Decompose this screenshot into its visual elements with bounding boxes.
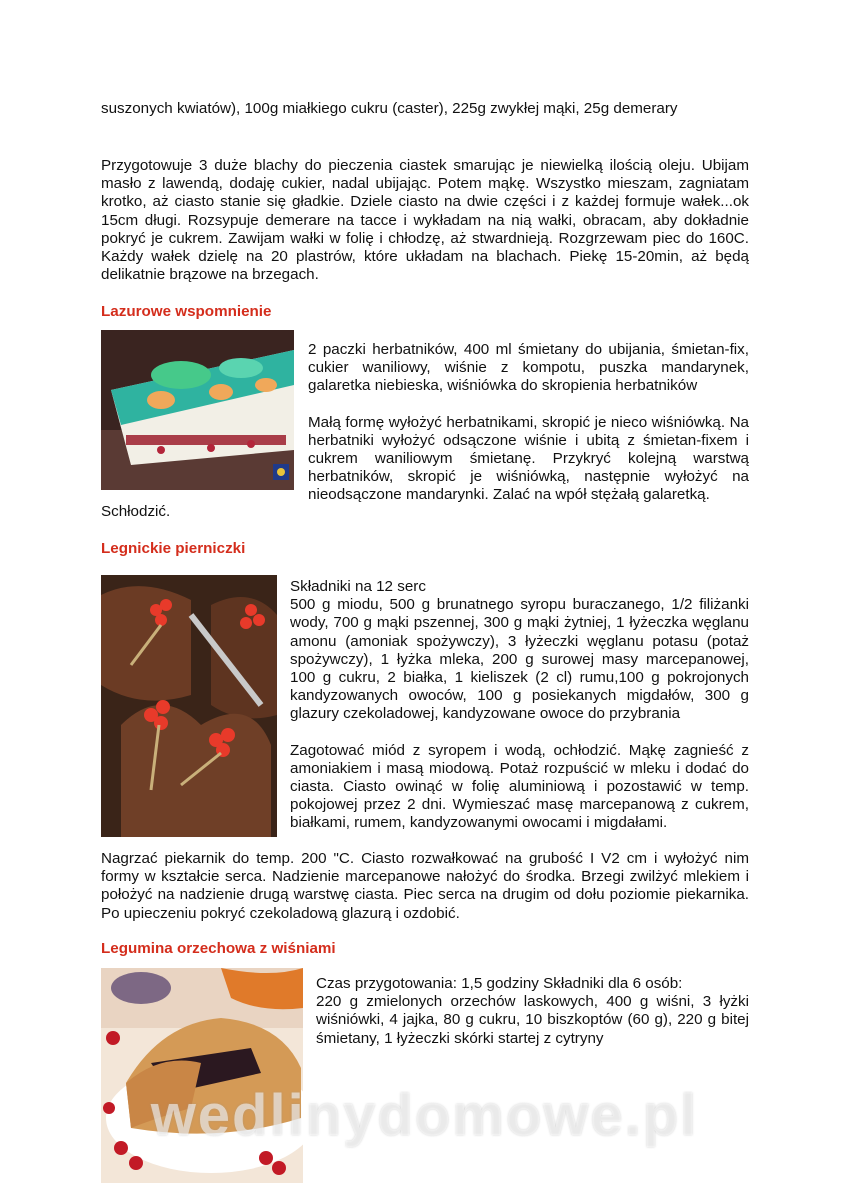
recipe-1-tail: Schłodzić. <box>101 503 171 520</box>
recipe-3-ingredients: 220 g zmielonych orzechów laskowych, 400 g wiśni, 3 łyżki wiśniówki, 4 jajka, 80 g cukru, 10 biszkoptów (60 g), 220 g bitej śmietany, 1 łyżeczki skórki startej z cytryny <box>316 993 749 1047</box>
recipe-2-method: Zagotować miód z syropem i wodą, ochłodzić. Mąkę zagnieść z amoniakiem i masą miodową. Potaż rozpuścić w mleku i dodać do ciasta. Ciasto owinąć w folię aluminiową i pozostawić w temp. pokojowej przez 2 dni. Wymieszać masę marcepanową z cukrem, białkami, rumem, kandyzowanymi owocami i migdałami. <box>290 741 749 832</box>
recipe-2-servings: Składniki na 12 serc <box>290 578 426 595</box>
recipe-2-ingredients: 500 g miodu, 500 g brunatnego syropu buraczanego, 1/2 filiżanki wody, 700 g mąki pszennej, 300 g mąki żytniej, 1 łyżeczka węglanu amonu (amoniak spożywczy), 3 łyżeczki węglanu potasu (potaż spożywczy), 1 łyżka mleka, 200 g surowej masy marcepanowej, 100 g cukru, 2 białka, 1 kieliszek (2 cl) rumu,100 g pokrojonych kandyzowanych owoców, 100 g posiekanych migdałów, 300 g glazury czekoladowej, kandyzowane owoce do przybrania <box>290 596 749 723</box>
recipe-title-legnickie: Legnickie pierniczki <box>101 540 246 557</box>
intro-ingredients-line: suszonych kwiatów), 100g miałkiego cukru (caster), 225g zwykłej mąki, 25g demerary <box>101 100 678 117</box>
nut-cake-photo <box>101 968 303 1183</box>
jelly-cake-photo <box>101 330 294 490</box>
document-page <box>101 0 749 1200</box>
recipe-3-servings: Czas przygotowania: 1,5 godziny Składniki dla 6 osób: <box>316 975 683 992</box>
recipe-1-method: Małą formę wyłożyć herbatnikami, skropić je nieco wiśniówką. Na herbatniki wyłożyć odsączone wiśnie i ubitą z śmietan-fixem i cukrem waniliowym śmietanę. Przykryć kolejną warstwą herbatników, skropić je wiśniówką, następnie wyłożyć na nieodsączone mandarynki. Zalać na wpół stężałą galaretką. <box>308 413 749 504</box>
recipe-2-tail: Nagrzać piekarnik do temp. 200 "C. Ciasto rozwałkować na grubość I V2 cm i wyłożyć nim formy w kształcie serca. Nadzienie marcepanowe nałożyć do środka. Brzegi zwilżyć mlekiem i położyć na nadzienie drugą warstwę ciasta. Piec serca na drugim od dołu poziomie piekarnika. Po upieczeniu pokryć czekoladową glazurą i ozdobić. <box>101 850 749 922</box>
recipe-title-legumina: Legumina orzechowa z wiśniami <box>101 940 336 957</box>
gingerbread-hearts-photo <box>101 575 277 837</box>
watermark: wedlinydomowe.pl <box>150 1083 699 1148</box>
recipe-title-lazurowe: Lazurowe wspomnienie <box>101 303 272 320</box>
intro-method-paragraph: Przygotowuje 3 duże blachy do pieczenia ciastek smarując je niewielką ilością oleju. Ubijam masło z lawendą, dodaję cukier, nadal ubijając. Potem mąkę. Wszystko mieszam, zagniatam krotko, aż ciasto stanie się gładkie. Dziele ciasto na dwie części i z każdej formuje wałek...ok 15cm długi. Rozsypuje demerare na tacce i wykładam na nią wałki, obracam, aby dokładnie pokryć je cukrem. Zawijam wałki w folię i chłodzę, aż stwardnieją. Rozgrzewam piec do 160C. Każdy wałek dzielę na 20 plastrów, które układam na blachach. Piekę 15-20min, aż będą delikatnie brązowe na brzegach. <box>101 157 749 284</box>
recipe-1-ingredients: 2 paczki herbatników, 400 ml śmietany do ubijania, śmietan-fix, cukier waniliowy, wiśnie z kompotu, puszka mandarynek, galaretka niebieska, wiśniówka do skropienia herbatników <box>308 341 749 395</box>
